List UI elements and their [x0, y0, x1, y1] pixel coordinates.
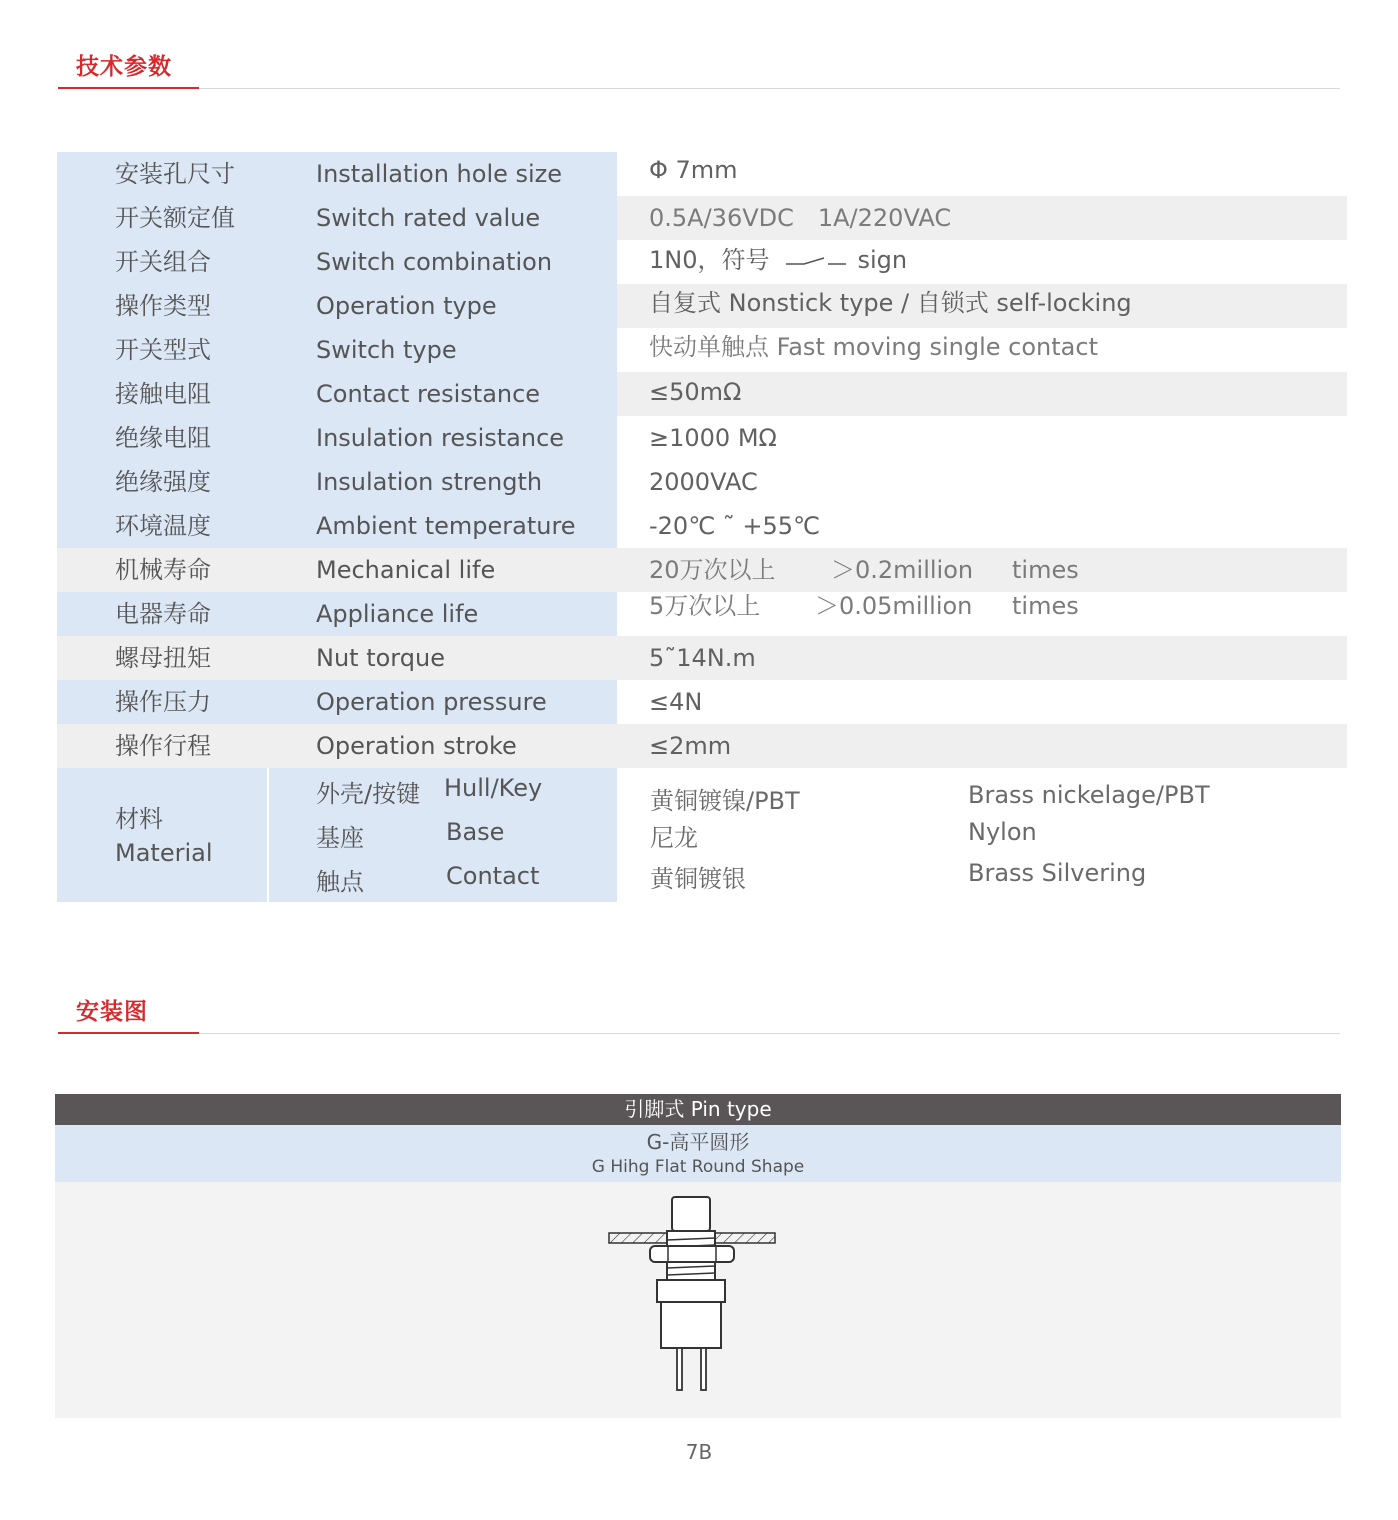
material-part-cn: 外壳/按键 — [316, 780, 421, 808]
material-title-cn: 材料 — [115, 805, 163, 833]
spec-value: ≤50mΩ — [649, 378, 742, 406]
spec-row-installation-hole-size — [57, 152, 1347, 196]
spec-value: ≤2mm — [649, 732, 732, 760]
spec-value-unit: times — [1012, 556, 1079, 584]
material-value-en: Brass Silvering — [968, 859, 1147, 887]
pin-type-header: 引脚式 Pin type — [55, 1094, 1341, 1125]
spec-row-material — [57, 768, 1347, 902]
spec-label-en: Contact resistance — [316, 380, 541, 408]
spec-value: ≥1000 MΩ — [649, 424, 777, 452]
spec-label-en: Nut torque — [316, 644, 445, 672]
spec-row-ambient-temperature — [57, 504, 1347, 548]
spec-row-contact-resistance — [57, 372, 1347, 416]
spec-label-cn: 开关组合 — [115, 248, 211, 276]
spec-row-insulation-resistance — [57, 416, 1347, 460]
material-divider — [267, 768, 269, 902]
spec-label-en: Operation pressure — [316, 688, 547, 716]
spec-value-cn: 20万次以上 — [649, 556, 776, 584]
spec-label-cn: 开关型式 — [115, 336, 211, 364]
material-title-en: Material — [115, 839, 213, 867]
spec-row-operation-pressure — [57, 680, 1347, 724]
spec-label-en: Switch rated value — [316, 204, 541, 232]
spec-label-cn: 环境温度 — [115, 512, 211, 540]
spec-label-en: Switch type — [316, 336, 457, 364]
spec-value-en: ＞0.2million — [831, 556, 974, 584]
install-section-title: 安装图 — [76, 999, 148, 1025]
spec-value: ≤4N — [649, 688, 703, 716]
spec-row-operation-stroke — [57, 724, 1347, 768]
material-value-cn: 尼龙 — [650, 824, 698, 852]
spec-label-en: Operation stroke — [316, 732, 517, 760]
spec-label-cn: 机械寿命 — [115, 556, 211, 584]
specs-section-title: 技术参数 — [76, 54, 172, 80]
section-divider — [58, 88, 1340, 89]
spec-value: 5˜14N.m — [649, 644, 756, 672]
install-section-header — [58, 993, 1340, 1033]
section-accent-line — [58, 1032, 199, 1034]
material-part-cn: 触点 — [316, 868, 364, 896]
spec-label-cn: 绝缘电阻 — [115, 424, 211, 452]
switch-installation-drawing — [604, 1192, 784, 1402]
spec-label-en: Mechanical life — [316, 556, 496, 584]
spec-label-cn: 开关额定值 — [115, 204, 235, 232]
material-part-cn: 基座 — [316, 824, 364, 852]
pin-subtitle-cn: G-高平圆形 — [646, 1130, 750, 1154]
spec-value-suffix: sign — [857, 246, 908, 274]
spec-label-en: Installation hole size — [316, 160, 563, 188]
spec-row-switch-combination — [57, 240, 1347, 284]
spec-label-cn: 操作行程 — [115, 732, 211, 760]
pin-drawing-area — [55, 1182, 1341, 1418]
spec-label-en: Insulation resistance — [316, 424, 565, 452]
pin-type-subheader — [55, 1125, 1341, 1182]
switch-sign-icon — [784, 254, 848, 268]
spec-value-cn: 5万次以上 — [649, 592, 761, 620]
material-part-en: Contact — [446, 862, 540, 890]
material-part-en: Hull/Key — [444, 774, 543, 802]
material-value-en: Brass nickelage/PBT — [968, 781, 1210, 809]
spec-value — [649, 238, 907, 282]
spec-row-insulation-strength — [57, 460, 1347, 504]
section-divider — [58, 1033, 1340, 1034]
spec-label-en: Operation type — [316, 292, 497, 320]
spec-value: 自复式 Nonstick type / 自锁式 self-locking — [649, 289, 1132, 317]
specs-section-header — [58, 48, 1340, 88]
section-accent-line — [58, 87, 199, 89]
spec-label-cn: 安装孔尺寸 — [115, 160, 235, 188]
spec-label-cn: 电器寿命 — [115, 600, 211, 628]
spec-row-nut-torque — [57, 636, 1347, 680]
material-title — [115, 802, 213, 870]
spec-label-en: Insulation strength — [316, 468, 543, 496]
model-label: 7B — [685, 1440, 713, 1464]
spec-label-cn: 接触电阻 — [115, 380, 211, 408]
spec-label-en: Switch combination — [316, 248, 553, 276]
pin-subtitle-en: G Hihg Flat Round Shape — [591, 1157, 805, 1177]
spec-row-switch-rated-value — [57, 196, 1347, 240]
material-value-cn: 黄铜镀银 — [650, 865, 746, 893]
spec-value: 快动单触点 Fast moving single contact — [649, 333, 1098, 361]
pin-type-panel — [55, 1094, 1341, 1418]
spec-row-appliance-life — [57, 592, 1347, 636]
spec-value: Φ 7mm — [649, 156, 738, 184]
spec-row-switch-type — [57, 328, 1347, 372]
spec-label-cn: 操作类型 — [115, 292, 211, 320]
spec-value: 0.5A/36VDC 1A/220VAC — [649, 204, 952, 232]
spec-label-en: Appliance life — [316, 600, 479, 628]
spec-row-operation-type — [57, 284, 1347, 328]
material-value-en: Nylon — [968, 818, 1037, 846]
spec-label-cn: 螺母扭矩 — [115, 644, 211, 672]
material-value-cn: 黄铜镀镍/PBT — [650, 787, 800, 815]
spec-label-en: Ambient temperature — [316, 512, 576, 540]
spec-label-cn: 操作压力 — [115, 688, 211, 716]
spec-value-unit: times — [1012, 592, 1079, 620]
spec-label-cn: 绝缘强度 — [115, 468, 211, 496]
spec-value: -20℃ ˜ +55℃ — [649, 512, 821, 540]
spec-value-prefix: 1N0，符号 — [649, 246, 770, 274]
spec-table — [57, 152, 1347, 902]
spec-value: 2000VAC — [649, 468, 758, 496]
material-part-en: Base — [446, 818, 505, 846]
spec-value-en: ＞0.05million — [815, 592, 973, 620]
